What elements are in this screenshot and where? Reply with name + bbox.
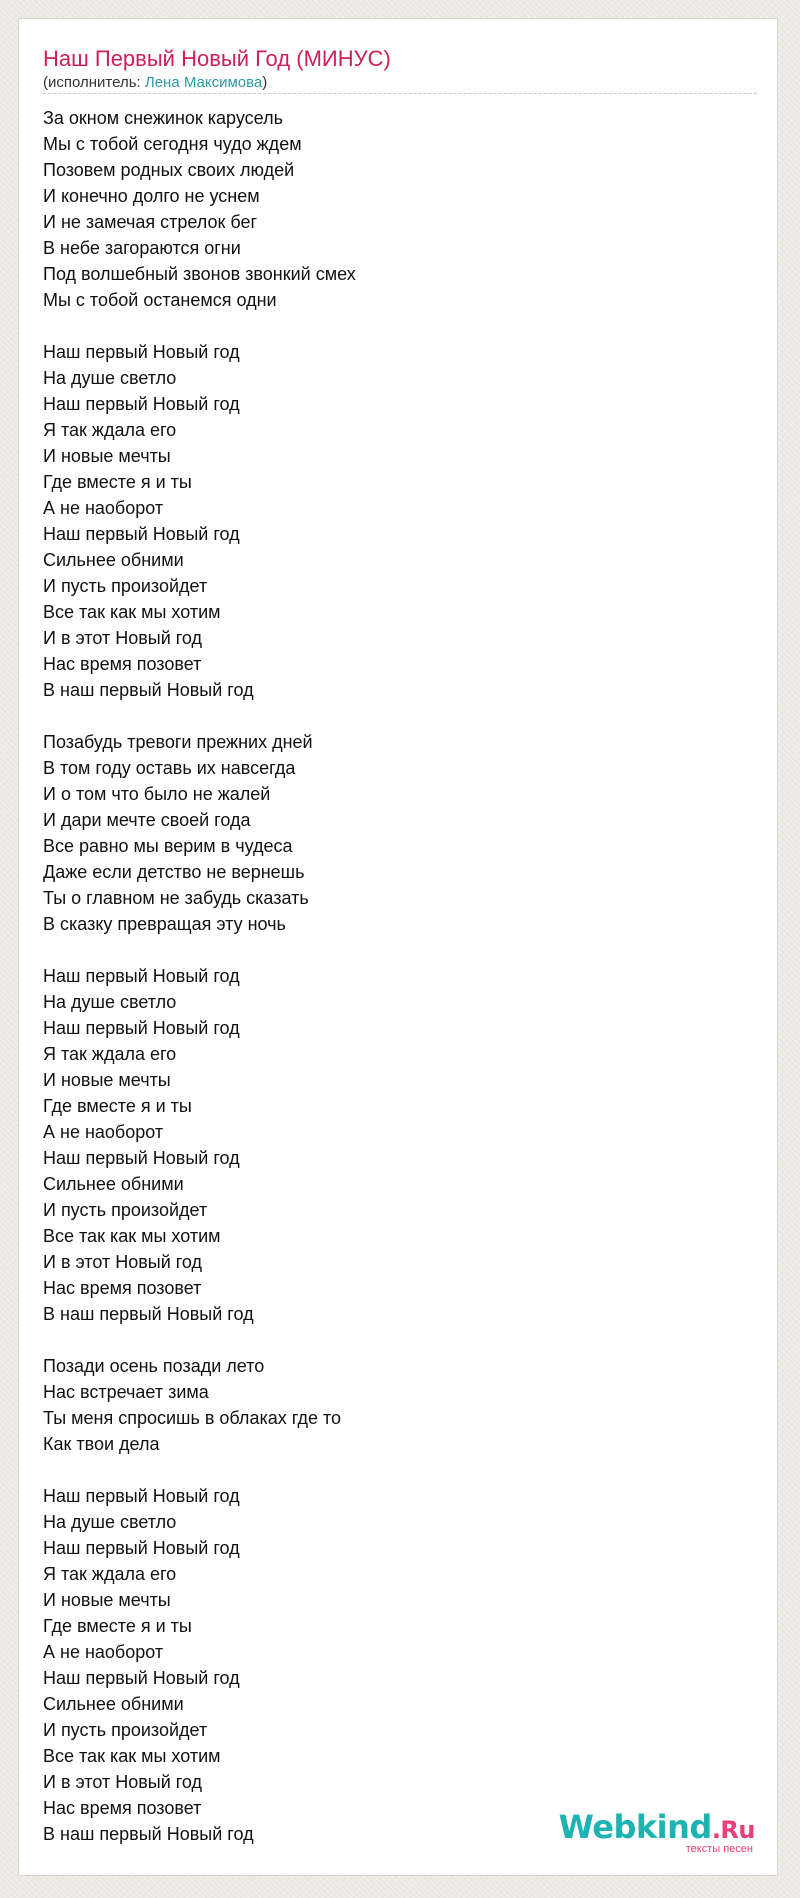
lyrics-line: Ты меня спросишь в облаках где то (43, 1408, 342, 1428)
logo-main-text: Webkind (558, 1808, 712, 1846)
lyrics-line: Нас время позовет (43, 654, 202, 674)
lyrics-line: В наш первый Новый год (43, 680, 254, 700)
lyrics-line: И в этот Новый год (43, 1252, 203, 1272)
lyrics-line: Все так как мы хотим (43, 1226, 221, 1246)
lyrics-line: А не наоборот (43, 1642, 164, 1662)
lyrics-line: Позади осень позади лето (43, 1356, 265, 1376)
lyrics-line: Наш первый Новый год (43, 1668, 240, 1688)
lyrics-line: Наш первый Новый год (43, 1538, 240, 1558)
lyrics-line: Ты о главном не забудь сказать (43, 888, 309, 908)
lyrics-line: Нас время позовет (43, 1798, 202, 1818)
lyrics-stanza (43, 1483, 743, 1847)
lyrics-line: Где вместе я и ты (43, 1616, 192, 1636)
lyrics-line: А не наоборот (43, 498, 164, 518)
lyrics-stanza (43, 1353, 743, 1457)
title-divider (43, 93, 757, 94)
lyrics-line: Даже если детство не вернешь (43, 862, 305, 882)
logo-tagline: тексты песен (685, 1843, 753, 1855)
performer-suffix: ) (262, 74, 268, 91)
lyrics-line: Нас время позовет (43, 1278, 202, 1298)
lyrics-line: И пусть произойдет (43, 1720, 208, 1740)
lyrics-line: Все равно мы верим в чудеса (43, 836, 293, 856)
lyrics-line: На душе светло (43, 1512, 177, 1532)
performer-prefix: (исполнитель: (43, 74, 145, 91)
lyrics-stanza (43, 339, 743, 703)
lyrics-line: На душе светло (43, 992, 177, 1012)
lyrics-line: А не наоборот (43, 1122, 164, 1142)
lyrics-line: Мы с тобой останемся одни (43, 290, 277, 310)
lyrics-line: Наш первый Новый год (43, 1148, 240, 1168)
lyrics-stanza (43, 105, 743, 313)
lyrics-line: И пусть произойдет (43, 1200, 208, 1220)
lyrics-line: В сказку превращая эту ночь (43, 914, 286, 934)
lyrics-line: На душе светло (43, 368, 177, 388)
lyrics-line: И в этот Новый год (43, 1772, 203, 1792)
lyrics-line: В небе загораются огни (43, 238, 241, 258)
lyrics-line: Сильнее обними (43, 1694, 184, 1714)
lyrics-line: За окном снежинок карусель (43, 108, 283, 128)
lyrics-line: И пусть произойдет (43, 576, 208, 596)
lyrics-line: Я так ждала его (43, 1564, 177, 1584)
lyrics-line: В том году оставь их навсегда (43, 758, 296, 778)
performer-line (43, 73, 267, 93)
performer-link[interactable]: Лена Максимова (144, 74, 263, 91)
lyrics-line: Наш первый Новый год (43, 342, 240, 362)
lyrics-line: Сильнее обними (43, 550, 184, 570)
lyrics-line: Я так ждала его (43, 1044, 177, 1064)
lyrics-line: Нас встречает зима (43, 1382, 209, 1402)
lyrics-line: Под волшебный звонов звонкий смех (43, 264, 356, 284)
lyrics-line: В наш первый Новый год (43, 1304, 254, 1324)
lyrics-line: В наш первый Новый год (43, 1824, 254, 1844)
lyrics-stanza (43, 963, 743, 1327)
lyrics-line: Наш первый Новый год (43, 524, 240, 544)
lyrics-line: Наш первый Новый год (43, 1018, 240, 1038)
lyrics-line: Наш первый Новый год (43, 394, 240, 414)
lyrics-line: И не замечая стрелок бег (43, 212, 258, 232)
lyrics-line: Сильнее обними (43, 1174, 184, 1194)
lyrics-line: Все так как мы хотим (43, 1746, 221, 1766)
lyrics-stanza (43, 729, 743, 937)
lyrics-line: И в этот Новый год (43, 628, 203, 648)
logo-domain-text: .Ru (711, 1816, 755, 1844)
lyrics-line: И новые мечты (43, 1070, 171, 1090)
lyrics-line: Все так как мы хотим (43, 602, 221, 622)
lyrics-line: И дари мечте своей года (43, 810, 251, 830)
lyrics-line: И новые мечты (43, 446, 171, 466)
song-title: Наш Первый Новый Год (МИНУС) (43, 46, 391, 71)
lyrics-line: И новые мечты (43, 1590, 171, 1610)
lyrics-card (18, 18, 778, 1876)
lyrics-line: Где вместе я и ты (43, 472, 192, 492)
lyrics-text (43, 105, 743, 1873)
lyrics-line: Позовем родных своих людей (43, 160, 295, 180)
lyrics-line: Мы с тобой сегодня чудо ждем (43, 134, 302, 154)
lyrics-line: Позабудь тревоги прежних дней (43, 732, 313, 752)
lyrics-line: Я так ждала его (43, 420, 177, 440)
lyrics-line: И о том что было не жалей (43, 784, 271, 804)
lyrics-line: Наш первый Новый год (43, 1486, 240, 1506)
lyrics-line: Где вместе я и ты (43, 1096, 192, 1116)
lyrics-line: Как твои дела (43, 1434, 160, 1454)
lyrics-line: Наш первый Новый год (43, 966, 240, 986)
lyrics-line: И конечно долго не уснем (43, 186, 260, 206)
site-logo[interactable] (558, 1807, 755, 1857)
